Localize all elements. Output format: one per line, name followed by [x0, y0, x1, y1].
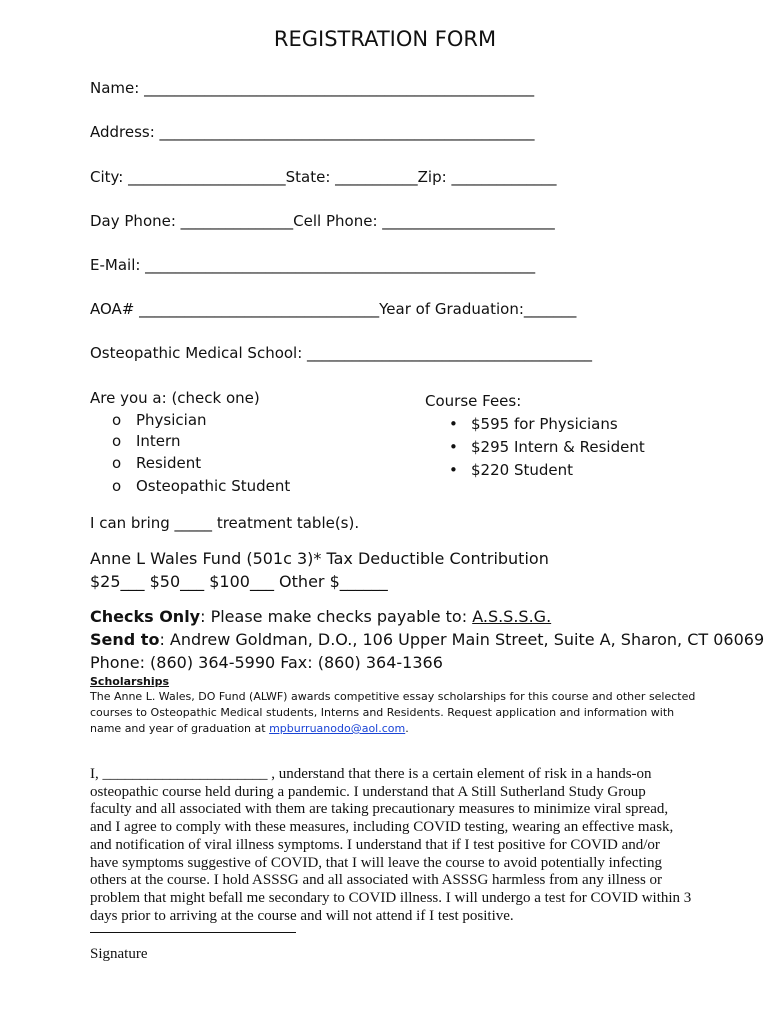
bullet-icon: • [449, 461, 458, 479]
signature-label: Signature [90, 946, 148, 962]
page-title: REGISTRATION FORM [273, 27, 497, 51]
course-fees-label: Course Fees: [425, 392, 522, 410]
fund-heading: Anne L Wales Fund (501c 3)* Tax Deductible Contribution [90, 549, 549, 568]
bullet-icon: • [449, 415, 458, 433]
checkbox-circle-icon[interactable]: o [112, 432, 122, 450]
checkbox-circle-icon[interactable]: o [112, 454, 122, 472]
treatment-tables-field[interactable]: I can bring _____ treatment table(s). [90, 514, 360, 532]
checks-line: Checks Only: Please make checks payable to: A.S.S.S.G. [90, 607, 552, 626]
email-field[interactable]: E-Mail: ____________________________________________________ [90, 256, 536, 274]
bullet-icon: • [449, 438, 458, 456]
role-option-physician[interactable]: o Physician [112, 411, 207, 429]
scholarships-text: The Anne L. Wales, DO Fund (ALWF) awards competitive essay scholarships for this course and other selected courses to Osteopathic Medical students, Interns and Residents. Request application and information with name and year of graduation at mpburruanodo@aol.com. [90, 690, 696, 735]
scholarship-email-link[interactable]: mpburruanodo@aol.com [269, 722, 406, 735]
fee-item: • $295 Intern & Resident [425, 438, 645, 456]
city-state-zip-fields[interactable]: City: _____________________State: ___________Zip: ______________ [90, 168, 557, 186]
fee-item: • $220 Student [425, 461, 573, 479]
checkbox-circle-icon[interactable]: o [112, 411, 122, 429]
scholarships-heading: Scholarships [90, 675, 170, 688]
role-prompt: Are you a: (check one) [90, 389, 260, 407]
role-option-resident[interactable]: o Resident [112, 454, 202, 472]
waiver-text: I, ______________________ , understand that there is a certain element of risk in a hands-on osteopathic course held during a pandemic. I understand that A Still Sutherland Study Group faculty and all associated with them are taking precautionary measures to minimize viral spread, and I agree to comply with these measures, including COVID testing, wearing an effective mask, and notification of viral illness symptoms. I understand that if I test positive for COVID and/or have symptoms suggestive of COVID, that I will leave the course to avoid potentially infecting others at the course. I hold ASSSG and all associated with ASSSG harmless from any illness or problem that might befall me secondary to COVID illness. I will undergo a test for COVID within 3 days prior to arriving at the course and will not attend if I test positive. [90, 766, 692, 924]
checkbox-circle-icon[interactable]: o [112, 477, 122, 495]
signature-line[interactable] [90, 932, 296, 933]
phone-fax-line: Phone: (860) 364-5990 Fax: (860) 364-1366 [90, 653, 443, 672]
name-field[interactable]: Name: ____________________________________________________ [90, 79, 535, 97]
aoa-graduation-fields[interactable]: AOA# ________________________________Year of Graduation:_______ [90, 300, 577, 318]
role-option-intern[interactable]: o Intern [112, 432, 181, 450]
address-field[interactable]: Address: __________________________________________________ [90, 123, 535, 141]
fee-item: • $595 for Physicians [425, 415, 618, 433]
fund-amounts[interactable]: $25___ $50___ $100___ Other $______ [90, 572, 388, 591]
role-option-osteopathic-student[interactable]: o Osteopathic Student [112, 477, 291, 495]
send-to-line: Send to: Andrew Goldman, D.O., 106 Upper Main Street, Suite A, Sharon, CT 06069 [90, 630, 765, 649]
payee: A.S.S.S.G. [472, 607, 552, 626]
medical-school-field[interactable]: Osteopathic Medical School: ______________________________________ [90, 344, 593, 362]
phone-fields[interactable]: Day Phone: _______________Cell Phone: _______________________ [90, 212, 555, 230]
